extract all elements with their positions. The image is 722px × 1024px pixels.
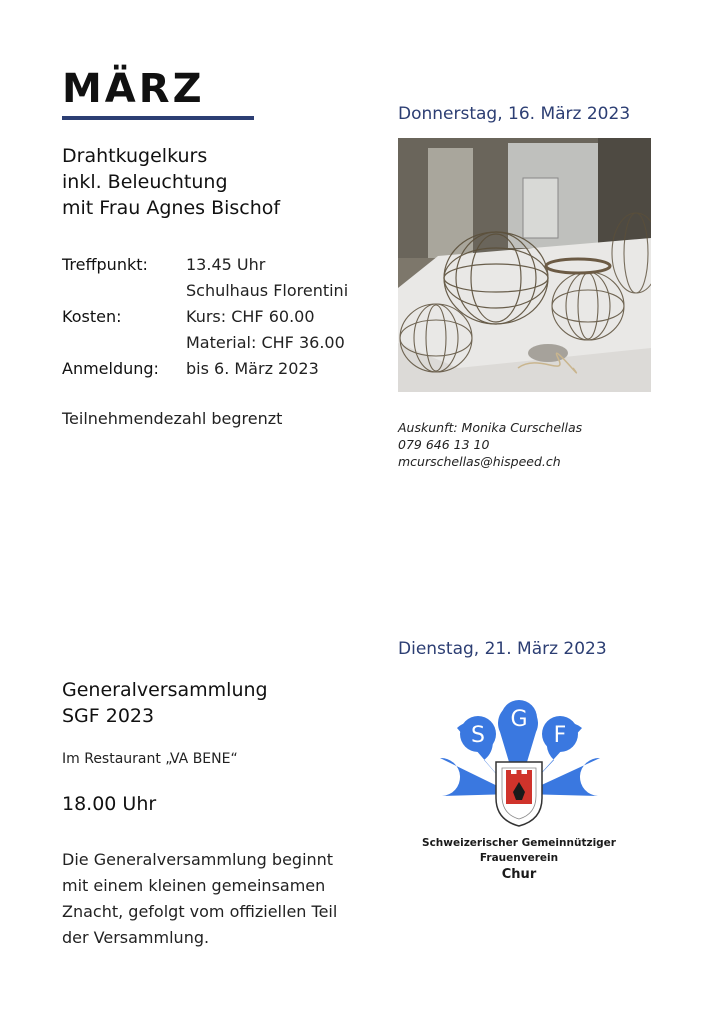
detail-row	[62, 278, 348, 304]
event2-time: 18.00 Uhr	[62, 793, 157, 815]
event1-note: Teilnehmendezahl begrenzt	[62, 409, 283, 428]
detail-label	[62, 330, 186, 356]
detail-row	[62, 252, 348, 278]
wire-balls-photo	[398, 138, 651, 392]
description-line: Die Generalversammlung beginnt	[62, 850, 334, 869]
logo-org-name: Schweizerischer Gemeinnütziger	[422, 837, 616, 849]
detail-value: Material: CHF 36.00	[186, 333, 345, 352]
event1-title	[62, 143, 280, 221]
logo-org-subname: Frauenverein	[479, 852, 559, 864]
event2-date: Dienstag, 21. März 2023	[398, 639, 607, 659]
event1-title-line: inkl. Beleuchtung	[62, 171, 228, 193]
contact-email: mcurschellas@hispeed.ch	[398, 454, 561, 469]
detail-value: Kurs: CHF 60.00	[186, 307, 315, 326]
detail-label: Treffpunkt:	[62, 255, 148, 274]
event1-details	[62, 252, 348, 382]
detail-value: 13.45 Uhr	[186, 255, 266, 274]
page-title: MÄRZ	[62, 66, 205, 112]
event1-title-line: Drahtkugelkurs	[62, 145, 208, 167]
logo-letter-s: S	[471, 723, 485, 748]
event2-title-line: SGF 2023	[62, 705, 155, 727]
description-line: mit einem kleinen gemeinsamen	[62, 876, 326, 895]
description-line: der Versammlung.	[62, 928, 210, 947]
contact-phone: 079 646 13 10	[398, 437, 490, 452]
event2-title	[62, 677, 268, 729]
detail-label: Anmeldung:	[62, 359, 159, 378]
event2-description	[62, 847, 337, 951]
detail-row	[62, 330, 348, 356]
logo-letter-f: F	[553, 723, 567, 748]
event2-title-line: Generalversammlung	[62, 679, 268, 701]
event1-title-line: mit Frau Agnes Bischof	[62, 197, 281, 219]
detail-value: bis 6. März 2023	[186, 359, 319, 378]
detail-label: Kosten:	[62, 307, 122, 326]
logo-city: Chur	[501, 867, 537, 882]
sgf-logo	[412, 696, 626, 886]
detail-value: Schulhaus Florentini	[186, 281, 349, 300]
event2-location: Im Restaurant „VA BENE“	[62, 751, 238, 767]
contact-name: Auskunft: Monika Curschellas	[398, 420, 583, 435]
title-underline	[62, 116, 254, 120]
detail-label	[62, 278, 186, 304]
description-line: Znacht, gefolgt vom offiziellen Teil	[62, 902, 338, 921]
detail-row	[62, 356, 348, 382]
logo-letter-g: G	[510, 707, 528, 732]
sgf-logo-graphic	[412, 696, 626, 886]
event1-contact	[398, 419, 582, 470]
event1-date: Donnerstag, 16. März 2023	[398, 104, 631, 124]
detail-row	[62, 304, 348, 330]
wire-balls-illustration	[398, 138, 651, 392]
